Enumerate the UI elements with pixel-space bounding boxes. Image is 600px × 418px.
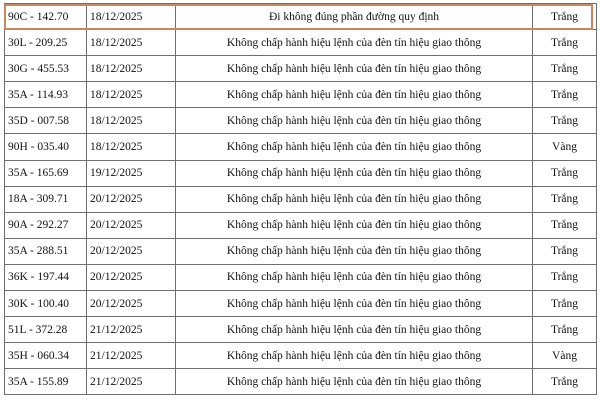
date-cell: 18/12/2025 [87, 4, 176, 30]
license-plate-cell: 90A - 292.27 [5, 212, 87, 238]
violation-cell: Không chấp hành hiệu lệnh của đèn tín hiệu giao thông [176, 343, 533, 369]
table-row [5, 291, 597, 317]
table-row [5, 186, 597, 212]
license-plate-cell: 35A - 165.69 [5, 160, 87, 186]
violation-cell: Không chấp hành hiệu lệnh của đèn tín hiệu giao thông [176, 291, 533, 317]
date-cell: 18/12/2025 [87, 82, 176, 108]
license-plate-cell: 35A - 155.89 [5, 369, 87, 395]
table-row [5, 108, 597, 134]
license-plate-cell: 90H - 035.40 [5, 134, 87, 160]
license-plate-cell: 35D - 007.58 [5, 108, 87, 134]
table-row [5, 82, 597, 108]
plate-color-cell: Trắng [533, 369, 597, 395]
table-row [5, 317, 597, 343]
violation-cell: Không chấp hành hiệu lệnh của đèn tín hiệu giao thông [176, 186, 533, 212]
license-plate-cell: 30G - 455.53 [5, 56, 87, 82]
violation-cell: Không chấp hành hiệu lệnh của đèn tín hiệu giao thông [176, 160, 533, 186]
license-plate-cell: 35A - 114.93 [5, 82, 87, 108]
violation-cell: Không chấp hành hiệu lệnh của đèn tín hiệu giao thông [176, 134, 533, 160]
plate-color-cell: Trắng [533, 212, 597, 238]
license-plate-cell: 35A - 288.51 [5, 238, 87, 264]
plate-color-cell: Trắng [533, 56, 597, 82]
table-row [5, 4, 597, 30]
violation-cell: Không chấp hành hiệu lệnh của đèn tín hiệu giao thông [176, 108, 533, 134]
date-cell: 18/12/2025 [87, 30, 176, 56]
plate-color-cell: Trắng [533, 160, 597, 186]
date-cell: 20/12/2025 [87, 264, 176, 290]
table-row [5, 30, 597, 56]
plate-color-cell: Trắng [533, 186, 597, 212]
violation-cell: Không chấp hành hiệu lệnh của đèn tín hiệu giao thông [176, 212, 533, 238]
violation-cell: Không chấp hành hiệu lệnh của đèn tín hiệu giao thông [176, 264, 533, 290]
date-cell: 20/12/2025 [87, 186, 176, 212]
license-plate-cell: 18A - 309.71 [5, 186, 87, 212]
license-plate-cell: 90C - 142.70 [5, 4, 87, 30]
license-plate-cell: 51L - 372.28 [5, 317, 87, 343]
plate-color-cell: Trắng [533, 4, 597, 30]
date-cell: 21/12/2025 [87, 343, 176, 369]
license-plate-cell: 36K - 197.44 [5, 264, 87, 290]
violations-table-body [5, 4, 597, 395]
license-plate-cell: 35H - 060.34 [5, 343, 87, 369]
violation-cell: Không chấp hành hiệu lệnh của đèn tín hiệu giao thông [176, 369, 533, 395]
violation-cell: Không chấp hành hiệu lệnh của đèn tín hiệu giao thông [176, 317, 533, 343]
table-row [5, 160, 597, 186]
license-plate-cell: 30L - 209.25 [5, 30, 87, 56]
plate-color-cell: Trắng [533, 291, 597, 317]
table-row [5, 264, 597, 290]
date-cell: 21/12/2025 [87, 317, 176, 343]
plate-color-cell: Trắng [533, 82, 597, 108]
violation-cell: Không chấp hành hiệu lệnh của đèn tín hiệu giao thông [176, 82, 533, 108]
violation-cell: Không chấp hành hiệu lệnh của đèn tín hiệu giao thông [176, 56, 533, 82]
license-plate-cell: 30K - 100.40 [5, 291, 87, 317]
table-row [5, 238, 597, 264]
table-row [5, 212, 597, 238]
table-row [5, 343, 597, 369]
date-cell: 20/12/2025 [87, 238, 176, 264]
date-cell: 18/12/2025 [87, 108, 176, 134]
plate-color-cell: Vàng [533, 134, 597, 160]
plate-color-cell: Vàng [533, 343, 597, 369]
date-cell: 19/12/2025 [87, 160, 176, 186]
plate-color-cell: Trắng [533, 264, 597, 290]
plate-color-cell: Trắng [533, 108, 597, 134]
violation-cell: Không chấp hành hiệu lệnh của đèn tín hiệu giao thông [176, 238, 533, 264]
table-row [5, 56, 597, 82]
date-cell: 18/12/2025 [87, 56, 176, 82]
date-cell: 18/12/2025 [87, 134, 176, 160]
table-row [5, 134, 597, 160]
plate-color-cell: Trắng [533, 30, 597, 56]
plate-color-cell: Trắng [533, 238, 597, 264]
plate-color-cell: Trắng [533, 317, 597, 343]
violation-cell: Đi không đúng phần đường quy định [176, 4, 533, 30]
violations-table [4, 3, 597, 395]
date-cell: 21/12/2025 [87, 369, 176, 395]
violation-cell: Không chấp hành hiệu lệnh của đèn tín hiệu giao thông [176, 30, 533, 56]
date-cell: 20/12/2025 [87, 212, 176, 238]
table-row [5, 369, 597, 395]
date-cell: 20/12/2025 [87, 291, 176, 317]
